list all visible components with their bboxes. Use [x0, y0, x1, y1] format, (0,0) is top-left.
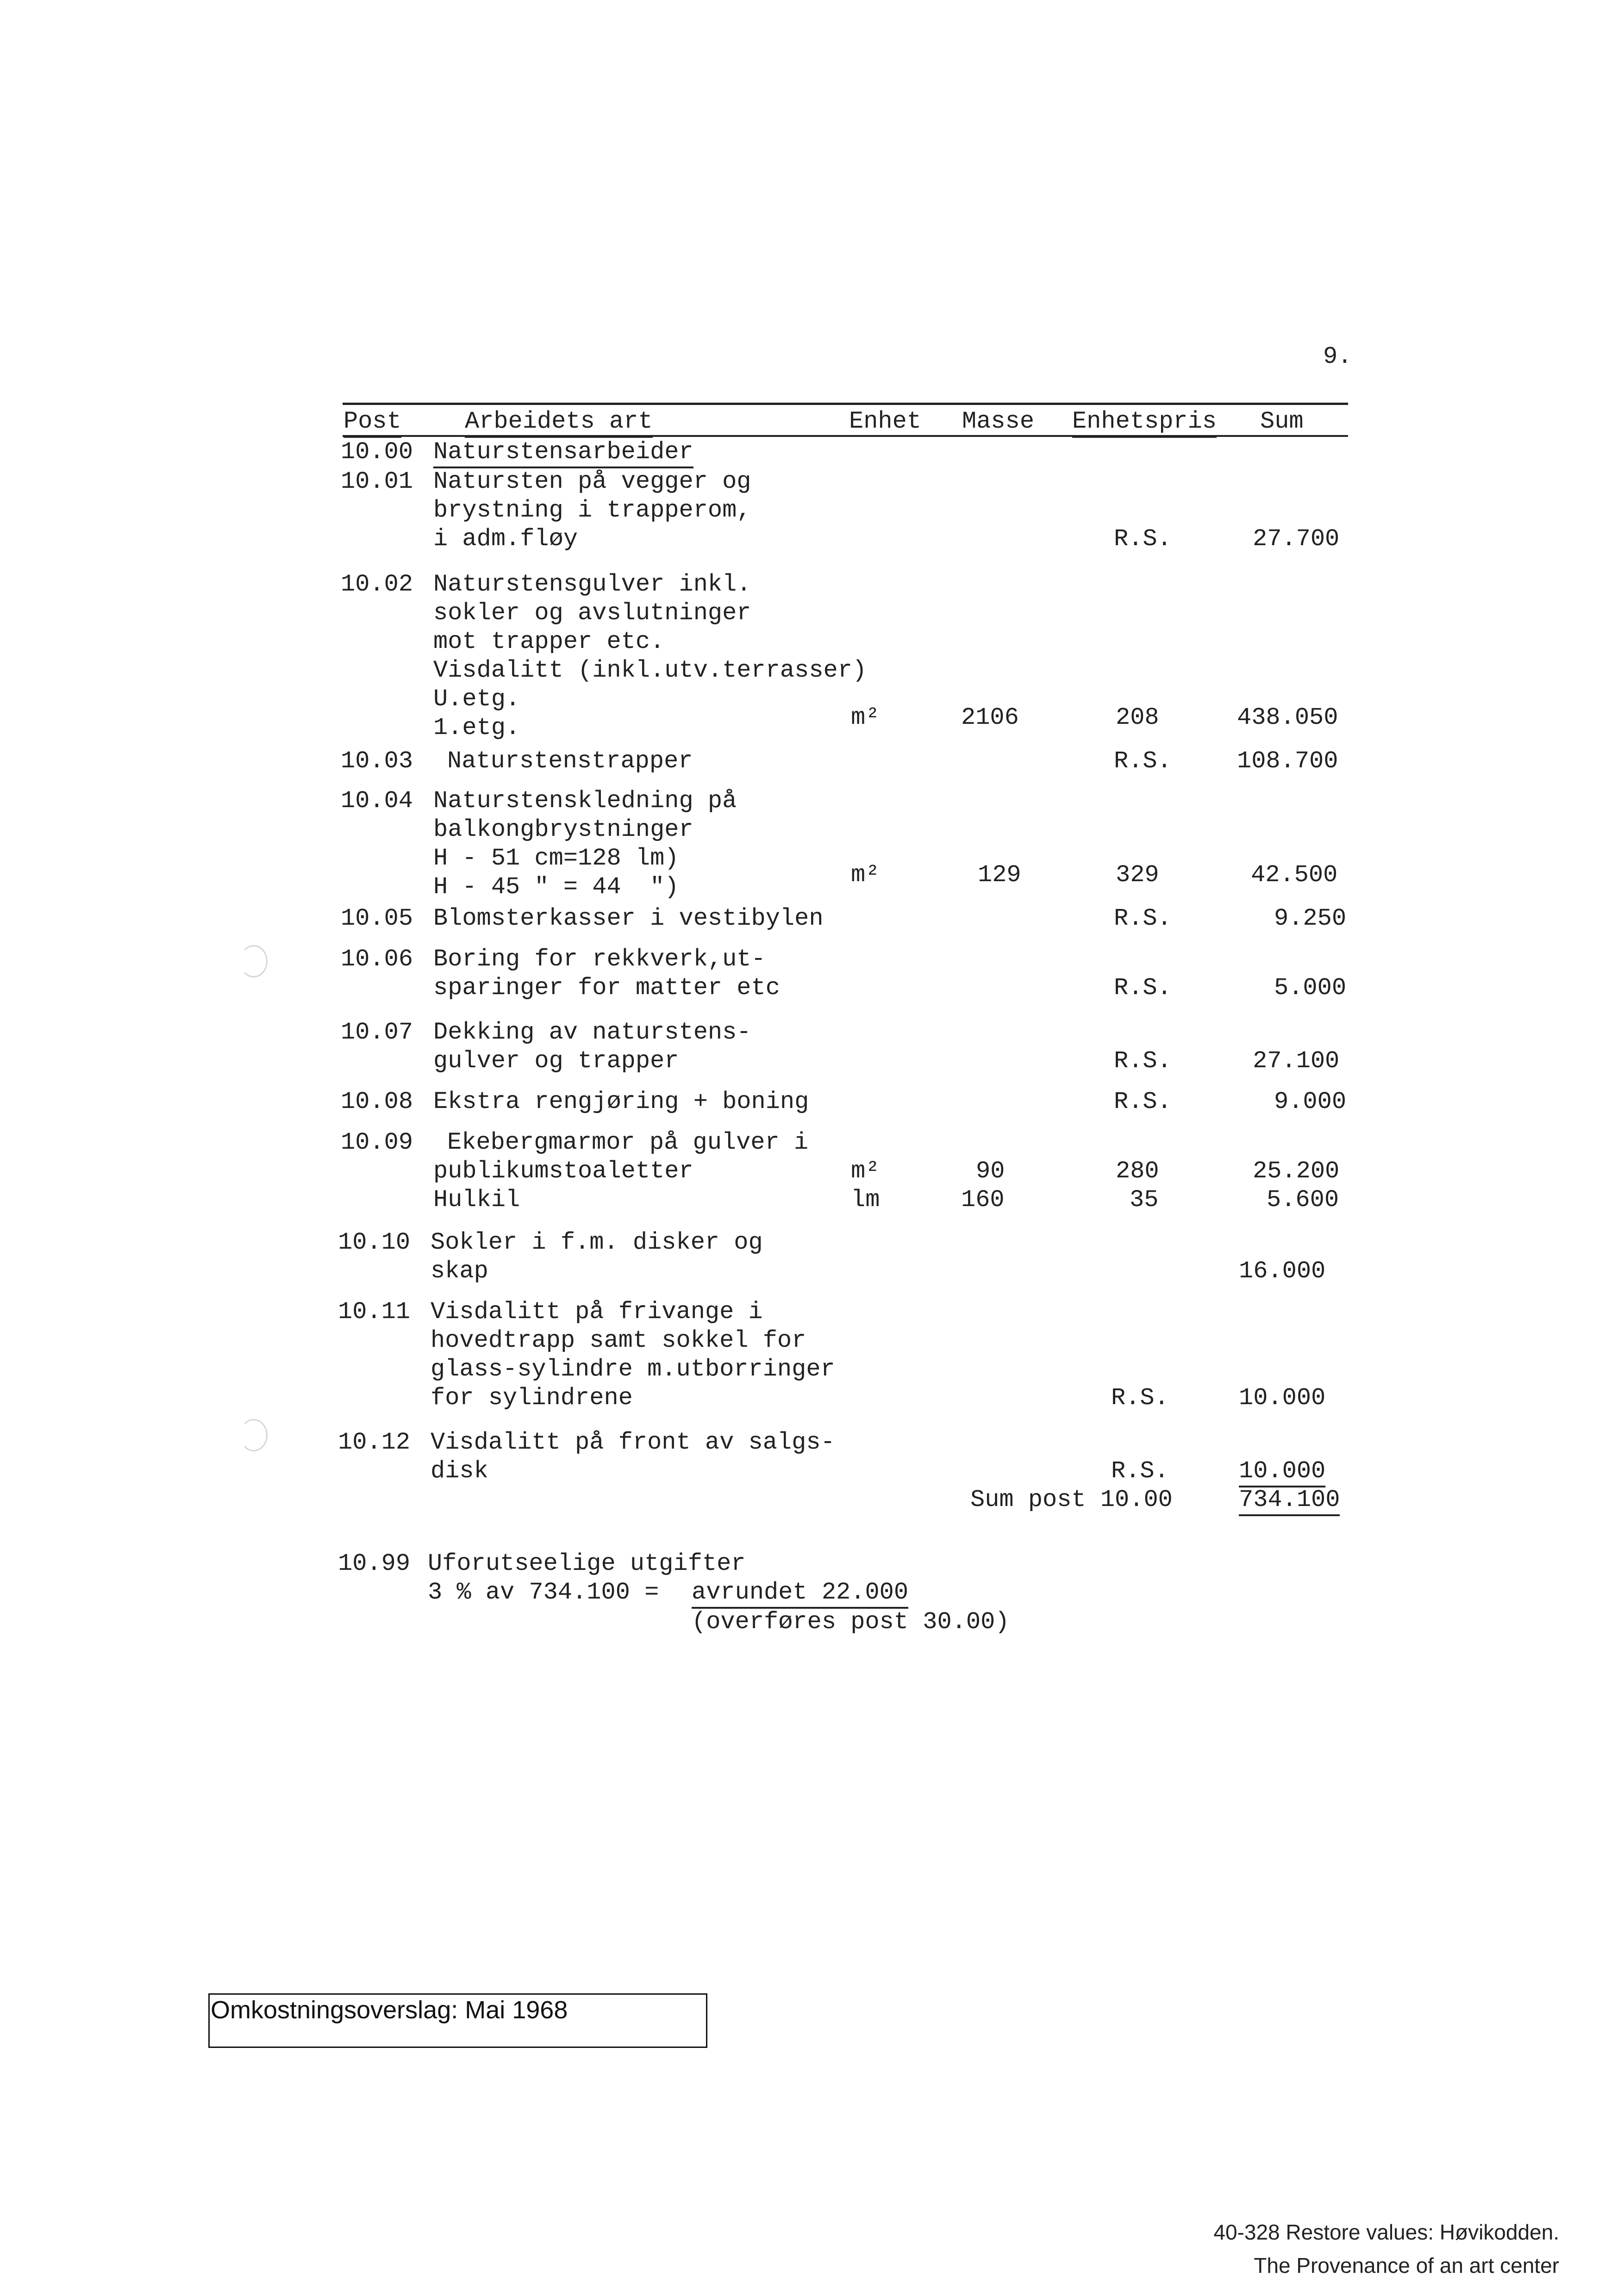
description-line: Natursten på vegger og [433, 468, 751, 495]
row-sum: 25.200 [1253, 1157, 1340, 1185]
description-line: i adm.fløy [433, 525, 578, 553]
sum-post-value: 734.100 [1239, 1486, 1340, 1516]
description-line: gulver og trapper [433, 1047, 679, 1075]
column-header [0, 0, 1304, 435]
row-sum: 27.100 [1253, 1047, 1340, 1075]
contingency-rounded: avrundet 22.000 [692, 1578, 908, 1609]
unit-price: R.S. [1111, 1384, 1169, 1412]
description-line: H - 45 " = 44 ") [433, 873, 679, 901]
row-sum: 42.500 [1251, 861, 1338, 889]
row-sum: 9.250 [1274, 905, 1347, 932]
post-number: 10.04 [341, 787, 413, 815]
post-number: 10.11 [338, 1298, 411, 1325]
quantity: 90 [976, 1157, 1005, 1185]
description-line: Visdalitt på front av salgs- [431, 1429, 835, 1456]
header-arbeidets-art: Arbeidets art [465, 407, 653, 438]
post-number: 10.03 [341, 747, 413, 775]
row-sum: 9.000 [1274, 1088, 1347, 1115]
header-masse: Masse [962, 408, 1035, 435]
post-number: 10.99 [338, 1550, 411, 1577]
header-enhetspris: Enhetspris [1072, 407, 1217, 438]
unit-price: R.S. [1114, 525, 1172, 553]
quantity: 2106 [961, 704, 1019, 731]
unit-price: 208 [1116, 704, 1159, 731]
header-enhet: Enhet [849, 408, 922, 435]
post-number: 10.08 [341, 1088, 413, 1115]
description-line: Blomsterkasser i vestibylen [433, 905, 824, 932]
description-line: Ekebergmarmor på gulver i [447, 1129, 809, 1156]
unit-price: R.S. [1114, 1047, 1172, 1075]
description-line: for sylindrene [431, 1384, 633, 1412]
row-sum: 16.000 [1239, 1257, 1326, 1285]
post-number: 10.09 [341, 1129, 413, 1156]
contingency-title: Uforutseelige utgifter [428, 1550, 746, 1577]
unit: m² [851, 861, 880, 889]
description-line: publikumstoaletter [433, 1157, 693, 1185]
description-line: Boring for rekkverk,ut- [433, 946, 766, 973]
description-line: U.etg. [433, 685, 520, 713]
description-line: skap [431, 1257, 488, 1285]
row-sum: 5.600 [1267, 1186, 1339, 1213]
description-line: H - 51 cm=128 lm) [433, 845, 679, 872]
description-line: Naturstenskledning på [433, 787, 737, 815]
quantity: 160 [961, 1186, 1005, 1213]
description-line: Sokler i f.m. disker og [431, 1229, 763, 1256]
unit: m² [851, 704, 880, 731]
row-sum: 27.700 [1253, 525, 1340, 553]
description-line: balkongbrystninger [433, 816, 693, 843]
post-number: 10.02 [341, 571, 413, 598]
unit-price: R.S. [1114, 974, 1172, 1002]
header-post: Post [344, 407, 401, 438]
section-title: Naturstensarbeider [433, 438, 693, 468]
unit-price: 35 [1130, 1186, 1159, 1213]
description-line: 1.etg. [433, 714, 520, 741]
punch-hole-mark [240, 945, 268, 977]
description-line: Naturstensgulver inkl. [433, 571, 751, 598]
document-label: Omkostningsoverslag: Mai 1968 [211, 1996, 568, 2024]
row-sum: 5.000 [1274, 974, 1347, 1002]
header-top-rule [343, 403, 1348, 405]
post-number: 10.12 [338, 1429, 411, 1456]
post-number: 10.05 [341, 905, 413, 932]
post-number: 10.07 [341, 1019, 413, 1046]
description-line: brystning i trapperom, [433, 497, 751, 524]
description-line: hovedtrapp samt sokkel for [431, 1327, 806, 1354]
unit-price: R.S. [1114, 905, 1172, 932]
row-sum: 10.000 [1239, 1457, 1325, 1487]
description-line: Ekstra rengjøring + boning [433, 1088, 809, 1115]
description-line: Dekking av naturstens- [433, 1019, 751, 1046]
quantity: 129 [978, 861, 1021, 889]
unit-price: 329 [1116, 861, 1159, 889]
description-line: mot trapper etc. [433, 628, 665, 655]
unit-price: R.S. [1114, 1088, 1172, 1115]
contingency-calc: 3 % av 734.100 = [428, 1579, 674, 1606]
post-number: 10.06 [341, 946, 413, 973]
unit: lm [851, 1186, 880, 1213]
description-line: Visdalitt på frivange i [431, 1298, 763, 1325]
unit: m² [851, 1157, 880, 1185]
page-number: 9. [1323, 343, 1352, 370]
punch-hole-mark [240, 1419, 268, 1451]
sum-post-label: Sum post 10.00 [970, 1486, 1173, 1513]
description-line: sokler og avslutninger [433, 599, 751, 627]
row-sum: 438.050 [1237, 704, 1338, 731]
unit-price: R.S. [1114, 747, 1172, 775]
row-sum: 108.700 [1237, 747, 1338, 775]
description-line: glass-sylindre m.utborringer [431, 1356, 835, 1383]
contingency-transfer: (overføres post 30.00) [692, 1608, 1010, 1636]
unit-price: 280 [1116, 1157, 1159, 1185]
header-sum: Sum [1260, 408, 1304, 435]
description-line: Hulkil [433, 1186, 520, 1213]
footer-line-2: The Provenance of an art center [1254, 2253, 1559, 2277]
description-line: Naturstenstrapper [447, 747, 693, 775]
row-sum: 10.000 [1239, 1384, 1326, 1412]
post-number: 10.00 [341, 438, 413, 466]
document-label-box [208, 1993, 707, 2048]
description-line: disk [431, 1457, 488, 1485]
post-number: 10.10 [338, 1229, 411, 1256]
post-number: 10.01 [341, 468, 413, 495]
footer-line-1: 40-328 Restore values: Høvikodden. [1213, 2220, 1559, 2244]
description-line: Visdalitt (inkl.utv.terrasser) [433, 657, 867, 684]
unit-price: R.S. [1111, 1457, 1169, 1485]
description-line: sparinger for matter etc [433, 974, 780, 1002]
